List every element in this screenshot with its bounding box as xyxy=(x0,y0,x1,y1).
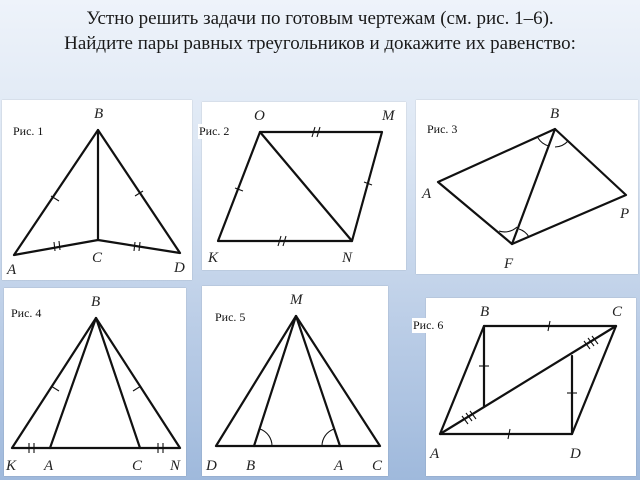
figure-1-point-A: A xyxy=(7,262,17,278)
figure-4-point-C: C xyxy=(132,458,143,474)
figure-1-point-B: B xyxy=(94,106,104,122)
figure-5-drawing xyxy=(202,286,388,476)
figure-5-point-A: A xyxy=(334,458,344,474)
page-header xyxy=(0,6,640,56)
figure-1 xyxy=(2,100,192,280)
figure-5-point-M: M xyxy=(290,292,303,308)
figure-6-drawing xyxy=(426,298,636,476)
figure-6-point-B: B xyxy=(480,304,490,320)
figure-5-caption: Рис. 5 xyxy=(215,310,246,324)
figure-5-point-D: D xyxy=(206,458,217,474)
task-line-2: Найдите пары равных треугольников и докажите их равенство: xyxy=(64,33,576,54)
figure-3-drawing xyxy=(416,100,638,274)
figure-3-point-B: B xyxy=(550,106,560,122)
figure-2-drawing xyxy=(202,102,406,270)
figure-3 xyxy=(416,100,638,274)
figure-4 xyxy=(4,288,186,476)
figure-4-caption: Рис. 4 xyxy=(11,306,42,320)
figure-4-point-N: N xyxy=(170,458,181,474)
figure-5 xyxy=(202,286,388,476)
figure-3-point-P: P xyxy=(620,206,630,222)
figure-6-point-D: D xyxy=(570,446,581,462)
figure-2-caption: Рис. 2 xyxy=(199,124,230,138)
figure-2 xyxy=(199,102,406,270)
figure-4-point-K: K xyxy=(6,458,17,474)
figure-1-caption: Рис. 1 xyxy=(13,124,44,138)
figure-6-point-A: A xyxy=(430,446,440,462)
task-line-1: Устно решить задачи по готовым чертежам (см. рис. 1–6). xyxy=(86,8,554,29)
figure-6-point-C: C xyxy=(612,304,623,320)
figure-2-point-O: O xyxy=(254,108,265,124)
figure-5-point-C: C xyxy=(372,458,383,474)
figure-2-point-M: M xyxy=(382,108,395,124)
figure-1-point-C: C xyxy=(92,250,103,266)
figure-2-point-N: N xyxy=(342,250,353,266)
figure-4-point-A: A xyxy=(44,458,54,474)
figure-3-point-F: F xyxy=(504,256,514,272)
figure-6 xyxy=(413,298,636,476)
figure-1-drawing xyxy=(2,100,192,280)
figure-5-point-B: B xyxy=(246,458,256,474)
figure-3-point-A: A xyxy=(422,186,432,202)
figure-3-caption: Рис. 3 xyxy=(427,122,458,136)
figure-6-caption: Рис. 6 xyxy=(413,318,444,332)
figure-4-drawing xyxy=(4,288,186,476)
figure-2-point-K: K xyxy=(208,250,219,266)
figure-1-point-D: D xyxy=(174,260,185,276)
figure-4-point-B: B xyxy=(91,294,101,310)
